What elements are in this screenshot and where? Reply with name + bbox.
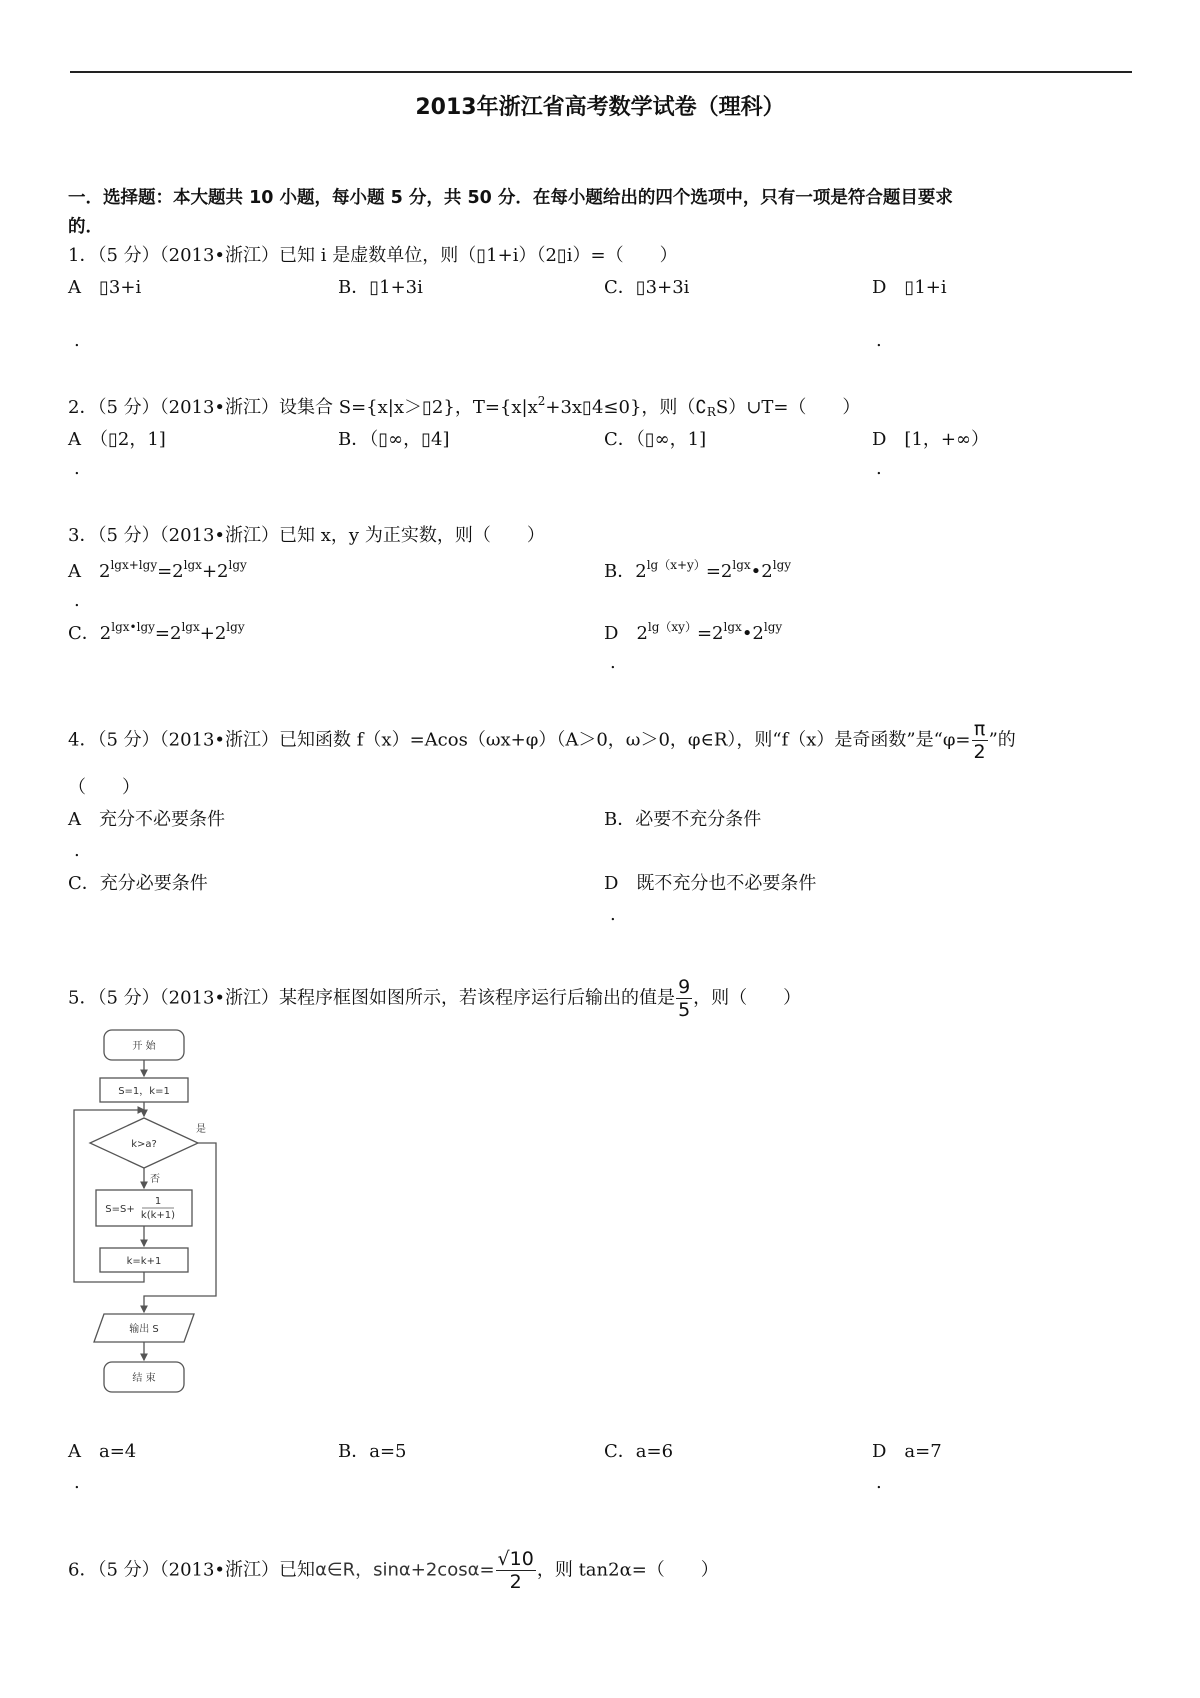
question-5-option-b: B．a=5 — [338, 1441, 407, 1462]
question-3-option-d: D $2^{lg(xy)}=2^{lgx}•2^{lgy}$ — [604, 620, 783, 644]
option-dot: . — [876, 330, 882, 351]
question-2-option-c: C．（▯∞，1] — [604, 429, 707, 450]
question-5-stem: 5．（5 分）（2013•浙江）某程序框图如图所示，若该程序运行后输出的值是 $\frac{9}{5}$ ，则（ ） — [68, 976, 802, 1021]
question-4-option-d: D 既不充分也不必要条件 — [604, 873, 817, 894]
question-4-stem: 4．（5 分）（2013•浙江）已知函数 f（x）=Acos（ωx+φ）（A＞0，ω＞0，φ∈R），则“f（x）是奇函数”是“φ= $\frac{\pi}{2}$ ”的 — [68, 718, 1016, 763]
question-5-option-a: A a=4 — [68, 1441, 137, 1462]
question-1-option-c: C．▯3+3i — [604, 277, 690, 298]
header-rule — [70, 71, 1132, 73]
question-4-option-c: C．充分必要条件 — [68, 873, 208, 894]
question-5-option-d: D a=7 — [872, 1441, 942, 1462]
question-1-stem: 1．（5 分）（2013•浙江）已知 i 是虚数单位，则（▯1+i）（2▯i）=（ ） — [68, 245, 678, 266]
fraction: $\frac{√10}{2}$ — [497, 1548, 534, 1593]
flow-decision-label: k>a? — [131, 1139, 157, 1150]
flow-increment-label: k=k+1 — [126, 1256, 162, 1267]
page-title: 2013年浙江省高考数学试卷（理科） — [415, 95, 785, 120]
flow-update-denominator: k(k+1) — [140, 1210, 176, 1221]
option-dot: . — [74, 1472, 80, 1493]
question-5-option-c: C．a=6 — [604, 1441, 674, 1462]
program-flowchart — [70, 1020, 230, 1410]
option-dot: . — [74, 330, 80, 351]
question-3-stem: 3．（5 分）（2013•浙江）已知 x，y 为正实数，则（ ） — [68, 525, 545, 546]
flow-no-label: 否 — [150, 1174, 160, 1185]
question-2-option-d: D [1，+∞） — [872, 429, 989, 450]
question-6-stem: 6．（5 分）（2013•浙江）已知α∈R，sinα+2cosα= $\frac{√10}{2}$ ，则 tan2α=（ ） — [68, 1548, 719, 1593]
option-dot: . — [610, 904, 616, 925]
question-4-paren: （ ） — [68, 777, 140, 798]
question-4-option-a: A 充分不必要条件 — [68, 809, 225, 830]
flow-update-label: S=S+ — [105, 1204, 135, 1215]
flow-init-label: S=1，k=1 — [118, 1086, 170, 1097]
question-4-option-b: B．必要不充分条件 — [604, 809, 762, 830]
section-instructions-line2: 的． — [68, 217, 103, 237]
question-2-stem: 2．（5 分）（2013•浙江）设集合 S={x|x＞▯2}，$T=\{x|x^2+3x▯4\le 0\}$，则$(∁_RS)\cup T=$（ ） — [68, 394, 861, 419]
option-dot: . — [74, 840, 80, 861]
flow-output-label: 输出 S — [129, 1324, 159, 1335]
question-2-option-b: B．（▯∞，▯4] — [338, 429, 450, 450]
option-dot: . — [74, 458, 80, 479]
question-3-option-a: A $2^{lgx+lgy}=2^{lgx}+2^{lgy}$ — [68, 558, 247, 582]
flow-end-label: 结 束 — [132, 1373, 156, 1384]
option-dot: . — [876, 1472, 882, 1493]
question-3-option-b: B．$2^{lg(x+y)}=2^{lgx}•2^{lgy}$ — [604, 558, 792, 582]
fraction: $\frac{9}{5}$ — [678, 976, 691, 1021]
question-1-option-b: B．▯1+3i — [338, 277, 423, 298]
flow-yes-label: 是 — [196, 1124, 206, 1135]
flow-start-label: 开 始 — [132, 1041, 156, 1052]
section-instructions-line1: 一．选择题：本大题共 10 小题，每小题 5 分，共 50 分．在每小题给出的四个选项中，只有一项是符合题目要求 — [68, 188, 953, 208]
option-dot: . — [610, 652, 616, 673]
question-2-option-a: A （▯2，1] — [68, 429, 166, 450]
question-3-option-c: C．$2^{lgx•lgy}=2^{lgx}+2^{lgy}$ — [68, 620, 245, 644]
fraction: $\frac{\pi}{2}$ — [973, 718, 986, 763]
option-dot: . — [876, 458, 882, 479]
question-1-option-a: A ▯3+i — [68, 277, 142, 298]
flow-update-numerator: 1 — [154, 1196, 162, 1207]
question-1-option-d: D ▯1+i — [872, 277, 947, 298]
option-dot: . — [74, 590, 80, 611]
